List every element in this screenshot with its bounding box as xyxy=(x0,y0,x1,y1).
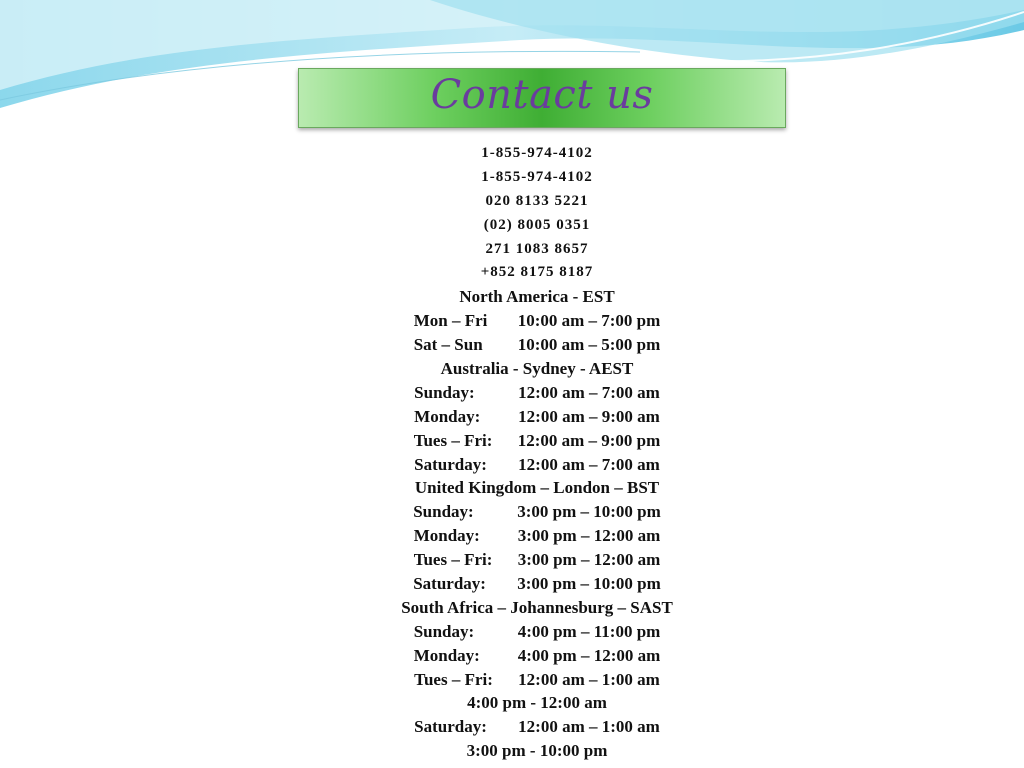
time-range: 3:00 pm – 10:00 pm xyxy=(517,502,661,522)
hours-row xyxy=(0,453,1024,477)
section-heading-north-america: North America - EST xyxy=(459,287,615,307)
time-range: 12:00 am – 1:00 am xyxy=(518,669,660,689)
hours-row xyxy=(0,524,1024,548)
hours-row xyxy=(0,405,1024,429)
hours-row xyxy=(0,500,1024,524)
day-label: Saturday: xyxy=(414,717,487,737)
section-heading-australia: Australia - Sydney - AEST xyxy=(440,359,634,379)
hours-row xyxy=(0,381,1024,405)
day-label: Mon – Fri xyxy=(413,311,488,331)
hours-row xyxy=(0,309,1024,333)
section-heading-united-kingdom: United Kingdom – London – BST xyxy=(414,478,660,498)
phone-number: (02) 8005 0351 xyxy=(483,216,591,233)
hours-row xyxy=(0,429,1024,453)
day-label: Sat – Sun xyxy=(413,335,483,355)
time-range: 3:00 pm – 12:00 am xyxy=(517,526,661,546)
phone-number: 271 1083 8657 xyxy=(485,240,589,257)
day-label: Monday: xyxy=(414,406,481,426)
time-range: 4:00 pm – 12:00 am xyxy=(517,645,661,665)
time-range: 3:00 pm – 10:00 pm xyxy=(517,574,661,594)
phone-number: 1-855-974-4102 xyxy=(481,168,593,185)
hours-row xyxy=(0,572,1024,596)
time-range: 4:00 pm – 11:00 pm xyxy=(517,621,661,641)
time-range: 12:00 am – 1:00 am xyxy=(518,717,660,737)
day-label: Sunday: xyxy=(414,382,475,402)
hours-row xyxy=(0,333,1024,357)
hours-row xyxy=(0,644,1024,668)
phone-number: 020 8133 5221 xyxy=(485,192,589,209)
time-range: 12:00 am – 7:00 am xyxy=(518,454,660,474)
phone-number: +852 8175 8187 xyxy=(480,264,594,281)
time-range: 10:00 am – 5:00 pm xyxy=(517,335,661,355)
phone-number: 1-855-974-4102 xyxy=(481,145,593,161)
day-label: Sunday: xyxy=(413,502,474,522)
page-title: Contact us xyxy=(430,72,654,118)
hours-row xyxy=(0,715,1024,739)
time-range: 12:00 am – 7:00 am xyxy=(518,382,660,402)
day-label: Tues – Fri: xyxy=(413,430,493,450)
hours-row xyxy=(0,548,1024,572)
hours-row xyxy=(0,620,1024,644)
time-range: 3:00 pm – 12:00 am xyxy=(517,550,661,570)
day-label: Tues – Fri: xyxy=(413,550,493,570)
day-label: Monday: xyxy=(413,526,480,546)
day-label: Tues – Fri: xyxy=(414,669,493,689)
title-banner xyxy=(298,68,786,128)
day-label: Saturday: xyxy=(413,574,486,594)
hours-row xyxy=(0,668,1024,692)
time-range: 12:00 am – 9:00 pm xyxy=(517,430,661,450)
contact-list xyxy=(0,142,1024,763)
time-range-extra: 3:00 pm - 10:00 pm xyxy=(466,741,608,761)
time-range-extra: 4:00 pm - 12:00 am xyxy=(467,693,607,713)
time-range: 12:00 am – 9:00 am xyxy=(518,406,660,426)
day-label: Sunday: xyxy=(413,621,475,641)
time-range: 10:00 am – 7:00 pm xyxy=(517,311,661,331)
day-label: Monday: xyxy=(413,645,480,665)
section-heading-south-africa: South Africa – Johannesburg – SAST xyxy=(401,597,673,617)
day-label: Saturday: xyxy=(414,454,487,474)
